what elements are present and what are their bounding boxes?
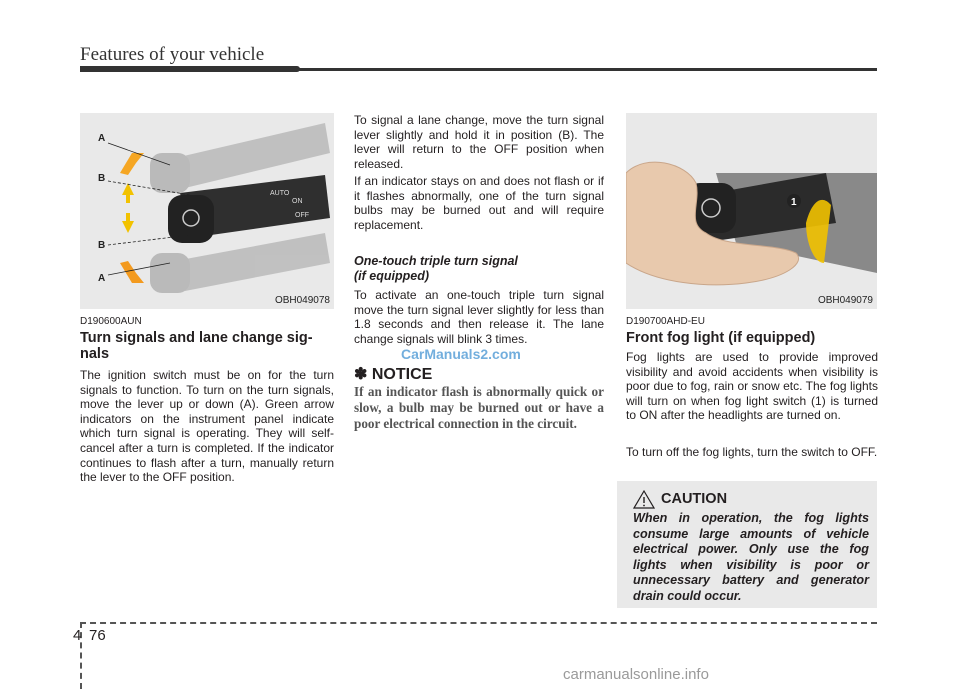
fog-switch-label: 1: [791, 197, 797, 208]
turn-signal-lever-illustration: [80, 113, 334, 309]
section-title-line2: nals: [80, 346, 110, 362]
turn-signal-figure: [80, 113, 334, 309]
footer-watermark: carmanualsonline.info: [563, 666, 709, 683]
notice-title: NOTICE: [371, 366, 433, 383]
down-arrow-b: [122, 213, 134, 233]
fog-light-switch-illustration: [626, 113, 877, 309]
section-title: [80, 330, 335, 362]
section-code: D190700AHD-EU: [626, 316, 705, 327]
notice-symbol-icon: ✽: [354, 366, 368, 383]
label-a-bottom: A: [98, 273, 106, 284]
caution-box: [617, 481, 877, 608]
triple-signal-title-line2: (if equipped): [354, 269, 429, 283]
page-number: 76: [89, 627, 106, 644]
section-number: 4: [73, 627, 82, 644]
footer-rule: [80, 622, 877, 624]
indicator-paragraph: If an indicator stays on and does not flash or if it flashes abnormally, one of the turn signal bulbs may be burned out and will require replacement.: [354, 174, 604, 232]
header-rule-accent: [80, 66, 300, 72]
section-code: D190600AUN: [80, 316, 142, 327]
up-arrow-a: [120, 153, 144, 175]
triple-signal-title: [354, 254, 604, 284]
fog-light-figure: [626, 113, 877, 309]
label-b-top: B: [98, 173, 106, 184]
triple-signal-paragraph: To activate an one-touch triple turn signal move the turn signal lever slightly for less than 1.8 seconds and then release it. The lane change signals will blink 3 times.: [354, 288, 604, 346]
warning-triangle-icon: [633, 489, 655, 509]
watermark-text: CarManuals2.com: [401, 346, 521, 362]
label-b-bottom: B: [98, 240, 106, 251]
page-header-title: Features of your vehicle: [80, 44, 265, 65]
section-title: Front fog light (if equipped): [626, 330, 816, 346]
svg-text:OFF: OFF: [295, 212, 309, 219]
fog-light-paragraph: Fog lights are used to provide improved visibility and avoid accidents when visibility is poor due to fog, rain or snow etc. The fog lights will turn on when fog light switch (1) is turned to ON after the headlights are turned on.: [626, 350, 878, 423]
notice-body: If an indicator flash is abnormally quick or slow, a bulb may be burned out or have a poor electrical connection in the circuit.: [354, 384, 604, 431]
caution-title: CAUTION: [661, 491, 728, 507]
notice-heading: [354, 364, 432, 384]
turn-signal-paragraph: The ignition switch must be on for the turn signals to function. To turn on the turn signals, move the lever up or down (A). Green arrow indicators on the instrument panel indicate which turn signal is operating. They will self-cancel after a turn is completed. If the indicator continues to flash after a turn, manually return the lever to the OFF position.: [80, 368, 334, 485]
figure-code: OBH049079: [817, 295, 873, 306]
fog-off-paragraph: To turn off the fog lights, turn the switch to OFF.: [626, 445, 878, 459]
lane-change-paragraph: To signal a lane change, move the turn signal lever slightly and hold it in position (B). The lever will return to the OFF position when released.: [354, 113, 604, 171]
figure-code: OBH049078: [274, 295, 330, 306]
up-arrow-b: [122, 183, 134, 203]
svg-text:AUTO: AUTO: [270, 190, 290, 197]
caution-body: When in operation, the fog lights consume large amounts of vehicle electrical power. Only use the fog lights when visibility is poor or unnecessary battery and generator drain could occur.: [633, 511, 869, 603]
label-a-top: A: [98, 133, 106, 144]
svg-text:ON: ON: [292, 198, 303, 205]
triple-signal-title-line1: One-touch triple turn signal: [354, 254, 518, 268]
section-title-line1: Turn signals and lane change sig-: [80, 330, 313, 346]
